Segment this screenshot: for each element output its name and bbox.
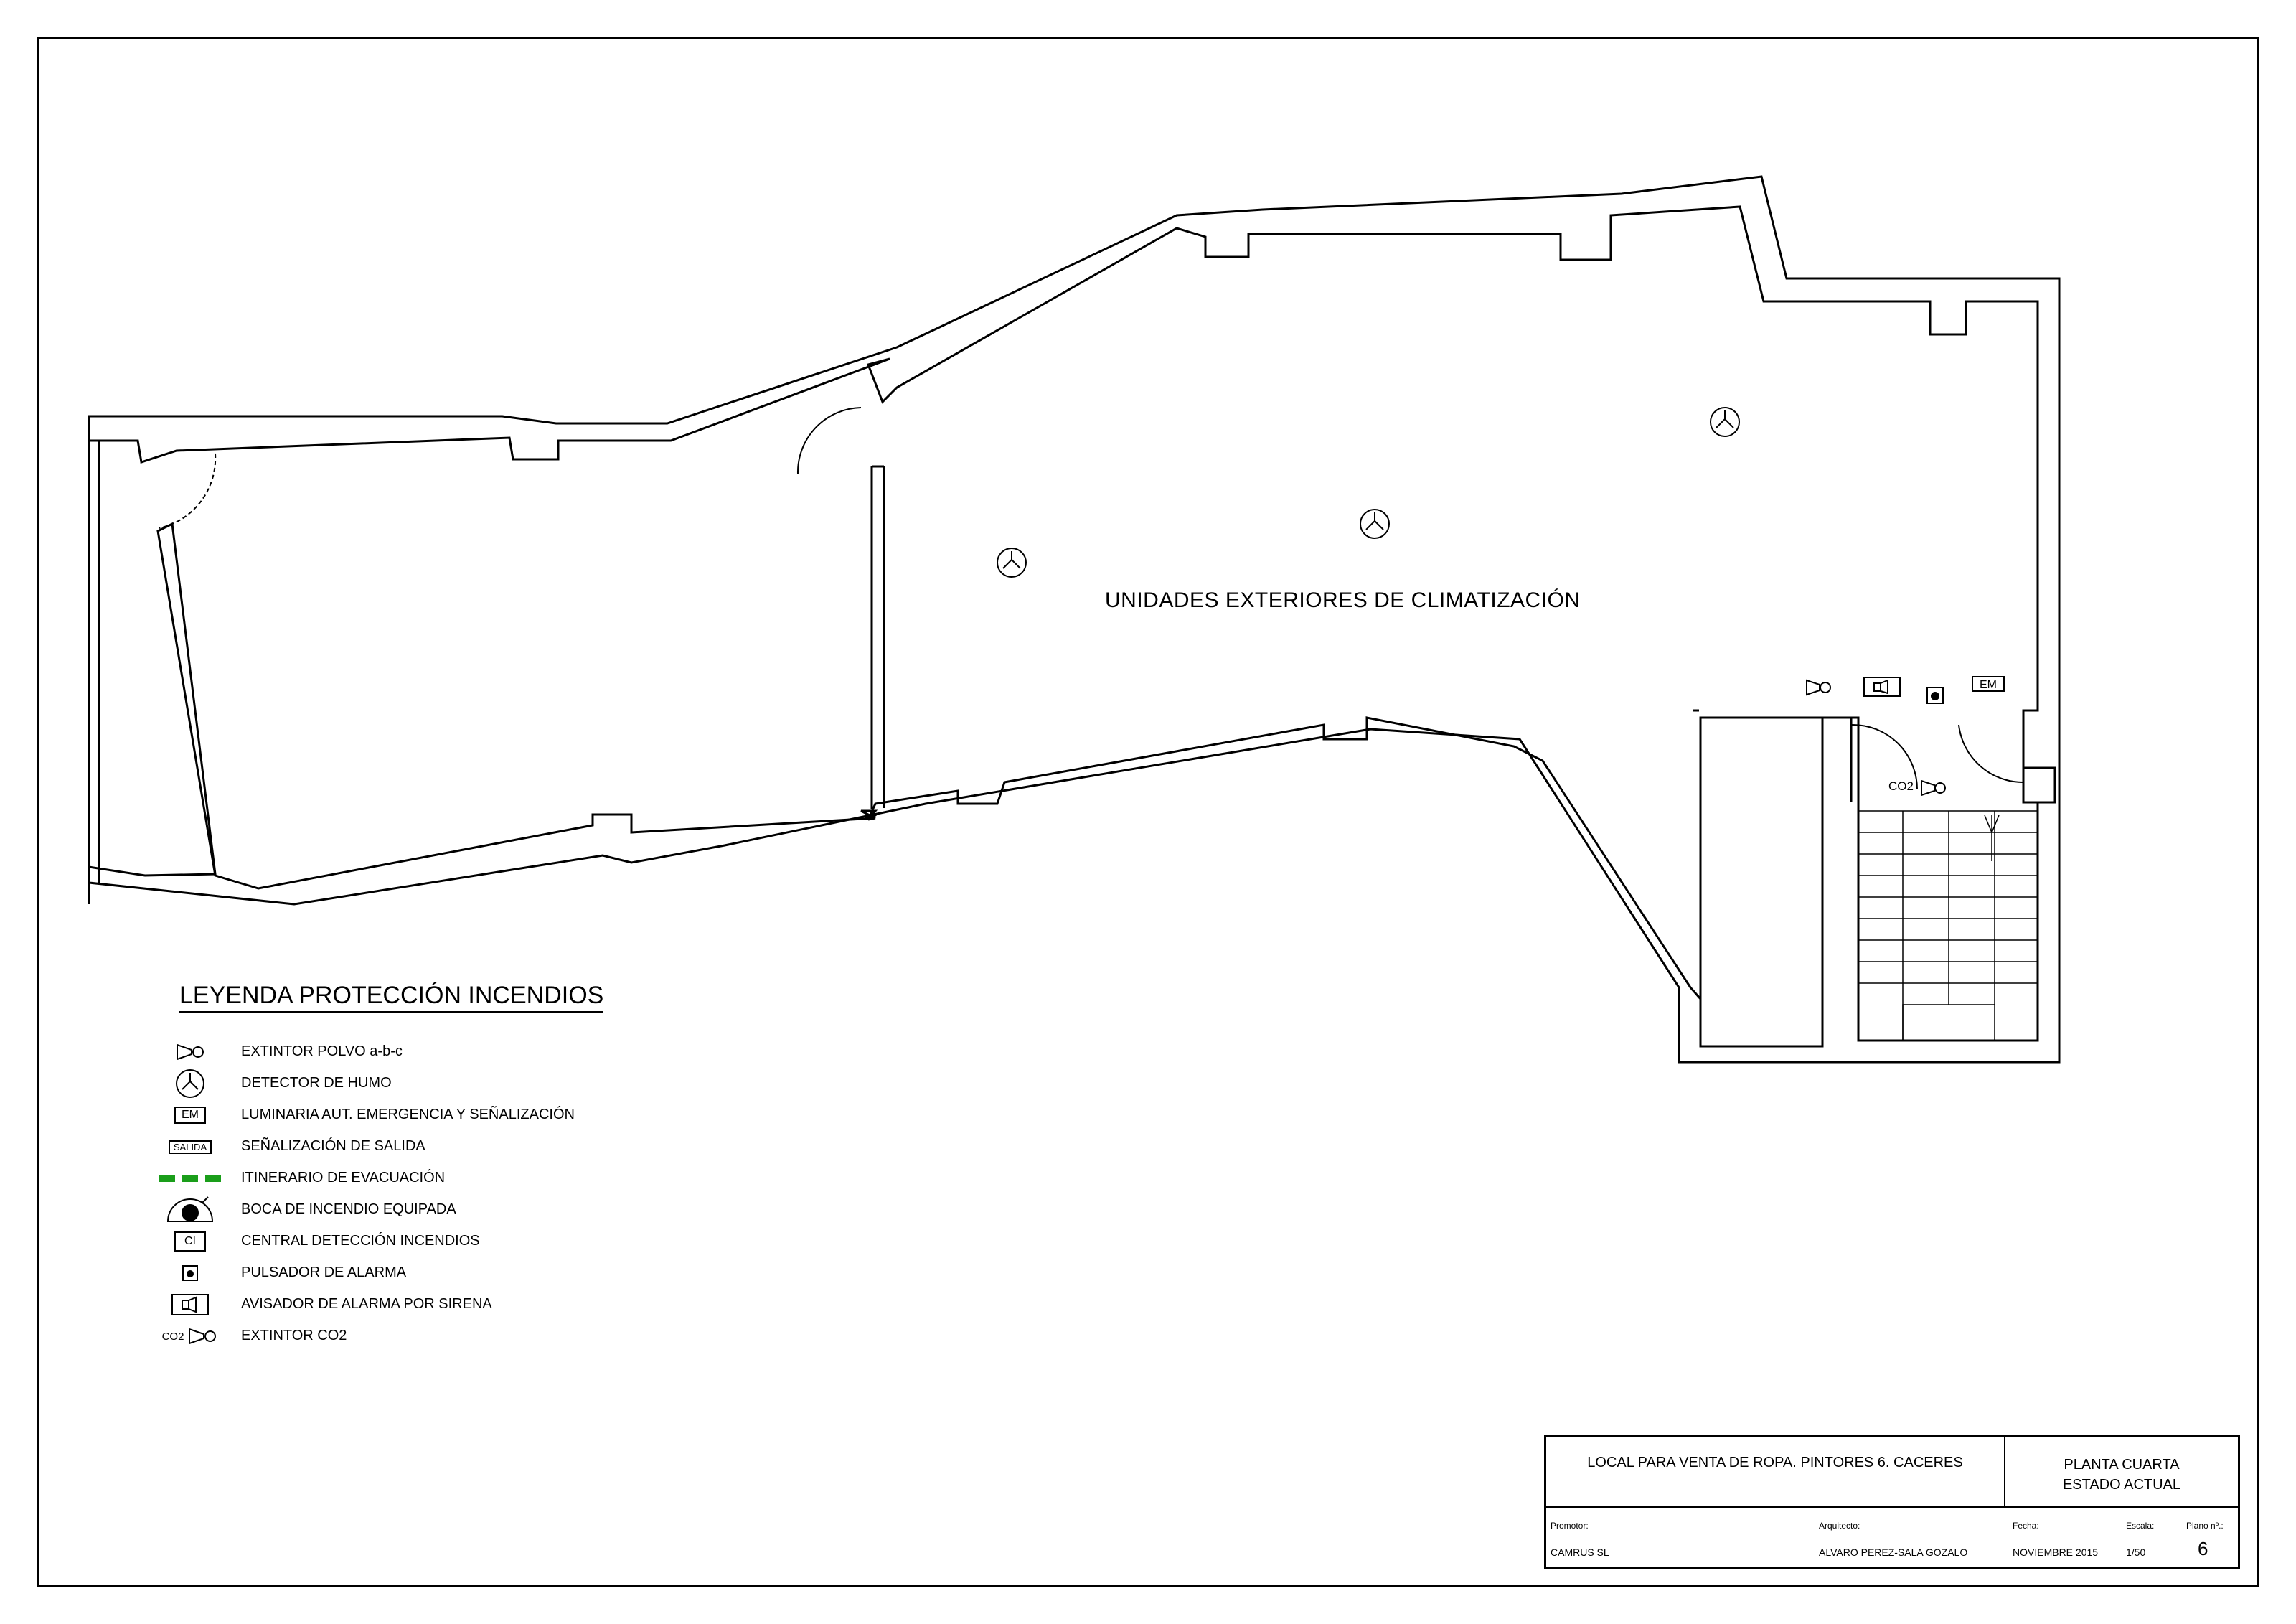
legend-item: CI CENTRAL DETECCIÓN INCENDIOS [151,1227,624,1256]
siren-icon [1864,677,1900,696]
co2-extinguisher-icon: CO2 [151,1322,230,1351]
extintor-icon [151,1038,230,1066]
project-title: LOCAL PARA VENTA DE ROPA. PINTORES 6. CACERES [1546,1437,2005,1508]
legend-item: ITINERARIO DE EVACUACIÓN [151,1164,624,1193]
legend-item: DETECTOR DE HUMO [151,1069,624,1098]
fecha-label: Fecha: [2013,1521,2039,1531]
promotor-label: Promotor: [1551,1521,1589,1531]
stair-flight [1858,811,2038,1041]
inner-wall [89,207,2038,1046]
fecha-value: NOVIEMBRE 2015 [2013,1546,2099,1558]
alarm-button-icon [1927,687,1943,703]
evacuation-route-symbol [151,1164,230,1193]
smoke-detector-icon [151,1069,230,1098]
stair-enclosure [1693,710,1853,802]
riser-box [2023,768,2055,802]
extintor-icon [1807,680,1830,695]
escala-value: 1/50 [2126,1546,2146,1558]
legend-item: AVISADOR DE ALARMA POR SIRENA [151,1290,624,1319]
legend-item: BOCA DE INCENDIO EQUIPADA [151,1196,624,1224]
co2-label: CO2 [1888,779,1914,793]
promotor-value: CAMRUS SL [1551,1546,1609,1558]
plano-label: Plano nº.: [2186,1521,2224,1531]
room-label: UNIDADES EXTERIORES DE CLIMATIZACIÓN [1105,588,1581,612]
smoke-detector-icon [1711,408,1739,436]
door-arc-left [159,454,215,528]
fire-hose-icon [151,1196,230,1224]
emergency-light-label: EM [1972,676,2005,692]
ci-symbol: CI [174,1231,206,1252]
door-arc-stair-2 [1959,725,2023,782]
arquitecto-value: ALVARO PEREZ-SALA GOZALO [1819,1546,1968,1558]
legend-item: PULSADOR DE ALARMA [151,1259,624,1287]
exit-sign-symbol: SALIDA [169,1140,212,1154]
smoke-detector-icon [1360,510,1389,538]
legend-item: EM LUMINARIA AUT. EMERGENCIA Y SEÑALIZACIÓN [151,1101,624,1130]
legend-item: SALIDA SEÑALIZACIÓN DE SALIDA [151,1132,624,1161]
alarm-button-icon [151,1259,230,1287]
plano-value: 6 [2198,1538,2208,1559]
escala-label: Escala: [2126,1521,2155,1531]
arquitecto-label: Arquitecto: [1819,1521,1860,1531]
smoke-detector-icon [997,548,1026,577]
legend-item: EXTINTOR POLVO a-b-c [151,1038,624,1066]
title-block [1544,1435,2240,1569]
left-end-wall [89,416,99,904]
emergency-light-symbol: EM [174,1107,206,1124]
door-arc-mid [798,408,861,474]
legend-item: CO2 EXTINTOR CO2 [151,1322,624,1351]
siren-icon [151,1290,230,1319]
co2-extinguisher-icon [1921,781,1945,795]
plan-title: PLANTA CUARTA ESTADO ACTUAL [2005,1437,2238,1508]
legend-title: LEYENDA PROTECCIÓN INCENDIOS [179,982,603,1013]
partition-wall [872,466,884,809]
outer-wall [89,177,2059,1062]
